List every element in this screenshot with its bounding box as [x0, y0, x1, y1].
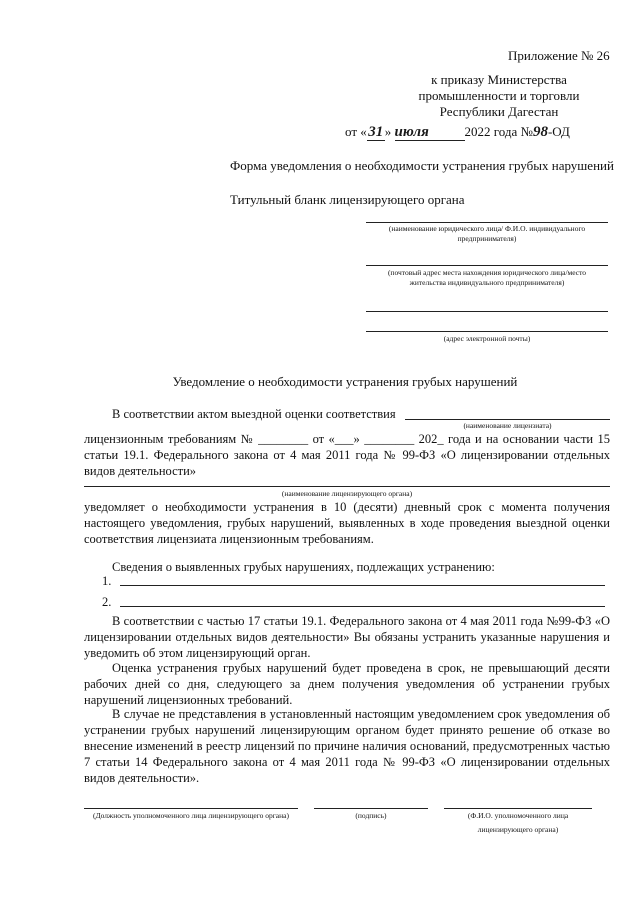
- caption-line: лицензирующего органа): [477, 825, 559, 834]
- date-mid: »: [384, 124, 392, 139]
- form-title: Форма уведомления о необходимости устранения грубых нарушений: [230, 158, 614, 173]
- position-line: [84, 808, 298, 809]
- addressee-email-line: [366, 331, 608, 332]
- fio-line: [444, 808, 592, 809]
- signature-caption: (подпись): [355, 811, 387, 820]
- addressee-name-line: [366, 222, 608, 223]
- fio-caption: [444, 811, 592, 835]
- violation-item-2-number: 2.: [102, 595, 112, 609]
- caption-line: (почтовый адрес места нахождения юридического лица/место: [387, 268, 587, 277]
- authority-caption: (наименование лицензирующего органа): [281, 489, 413, 498]
- order-reference: [414, 72, 584, 120]
- date-year: 2022 года №: [464, 124, 533, 139]
- date-day-handwritten: 31: [368, 124, 384, 140]
- licensee-caption: (наименование лицензиата): [463, 421, 552, 430]
- paragraph-3: В случае не представления в установленный настоящим уведомлением срок уведомления об устранении грубых нарушений лицензирующим органом будет принято решение об отказе во внесение изменений в реестр лицензий по причине наличия оснований, предусмотренных частью 7 статьи 14 Федерального закона от 4 мая 2011 года № 99-ФЗ «О лицензировании отдельных видов деятельности».: [84, 707, 610, 785]
- order-date-line: [345, 124, 570, 141]
- order-line-1: к приказу Министерства: [431, 72, 567, 87]
- date-suffix: -ОД: [547, 124, 570, 139]
- addressee-name-caption: [366, 224, 608, 244]
- body-line-2: лицензионным требованиям № ________ от «___» ________ 202_ года и на основании части 15 статьи 19.1. Федерального закона от 4 мая 2011 года № 99-ФЗ «О лицензировании отдельных видов деятельности»: [84, 432, 610, 478]
- licensee-name-line: [405, 419, 610, 420]
- caption-line: (наименование юридического лица/ Ф.И.О. индивидуального: [388, 224, 586, 233]
- body-line-3: уведомляет о необходимости устранения в 10 (десяти) дневный срок с момента получения настоящего уведомления, грубых нарушений, выявленных в ходе проведения выездной оценки соответствия лицензиата лицензионным требованиям.: [84, 500, 610, 546]
- violation-item-1-number: 1.: [102, 574, 112, 588]
- date-number-handwritten: 98: [532, 124, 548, 140]
- appendix-number: Приложение № 26: [508, 48, 610, 63]
- paragraph-1: В соответствии с частью 17 статьи 19.1. Федерального закона от 4 мая 2011 года №99-ФЗ «О лицензировании отдельных видов деятельности» Вы обязаны устранить указанные нарушения и уведомить об этом лицензирующий орган.: [84, 614, 610, 660]
- addressee-extra-line: [366, 311, 608, 312]
- caption-line: жительства индивидуального предпринимателя): [409, 278, 565, 287]
- notice-title: Уведомление о необходимости устранения грубых нарушений: [172, 374, 518, 389]
- authority-name-line: [84, 486, 610, 487]
- signature-line: [314, 808, 428, 809]
- violation-item-1-line: [120, 585, 605, 586]
- body-line-1: В соответствии актом выездной оценки соответствия: [112, 407, 396, 421]
- caption-line: (Ф.И.О. уполномоченного лица: [467, 811, 569, 820]
- addressee-email-caption: (адрес электронной почты): [443, 334, 531, 343]
- position-caption: (Должность уполномоченного лица лицензирующего органа): [93, 811, 289, 820]
- blank-title: Титульный бланк лицензирующего органа: [230, 192, 465, 207]
- date-month-handwritten: июля: [395, 124, 465, 141]
- order-line-3: Республики Дагестан: [439, 104, 559, 119]
- addressee-address-line: [366, 265, 608, 266]
- addressee-address-caption: [366, 268, 608, 288]
- date-prefix: от «: [345, 124, 367, 139]
- violations-intro: Сведения о выявленных грубых нарушениях, подлежащих устранению:: [112, 560, 495, 574]
- violation-item-2-line: [120, 606, 605, 607]
- order-line-2: промышленности и торговли: [418, 88, 580, 103]
- paragraph-2: Оценка устранения грубых нарушений будет проведена в срок, не превышающий десяти рабочих дней со дня, следующего за днем получения уведомления об устранении грубых нарушений лицензионных требований.: [84, 661, 610, 707]
- caption-line: предпринимателя): [457, 234, 517, 243]
